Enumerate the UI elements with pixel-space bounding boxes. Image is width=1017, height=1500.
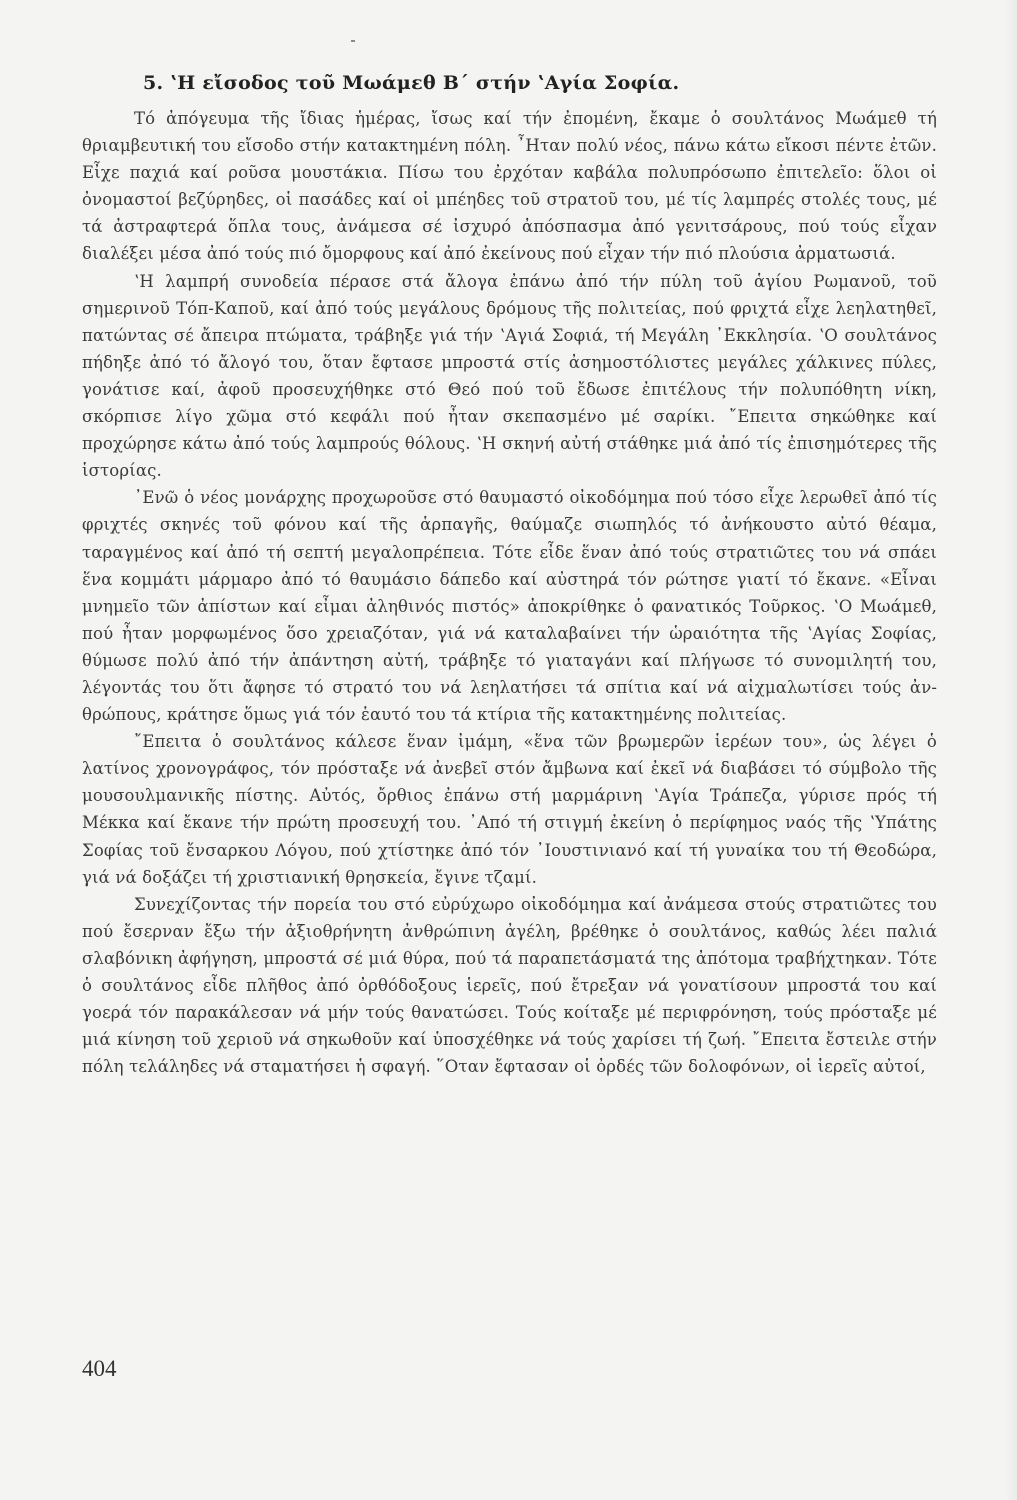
paragraph-3: ᾿Ενῶ ὁ νέος μονάρχης προχωροῦσε στό θαυμαστό οἰκοδόμημα πού τόσο εἶχε λερωθεῖ ἀπό τίς φριχτές σκηνές τοῦ φόνου καί τῆς ἁρπαγῆς, θαύμαζε σιωπηλός τό ἀνήκουστο αὐτό θέαμα, ταραγμένος καί ἀπό τή σεπτή μεγαλοπρέπεια. Τότε εἶδε ἕναν ἀπό τούς στρατιῶτες του νά σπάει ἕνα κομμάτι μάρμαρο ἀπό τό θαυμάσιο δάπεδο καί αὐστηρά τόν ρώτησε γιατί τό ἔκανε. «Εἶναι μνημεῖο τῶν ἀπίστων καί εἶμαι ἀληθινός πιστός» ἀποκρίθηκε ὁ φανατικός Τοῦρκος. ʽΟ Μωάμεθ, πού ἦταν μορφωμένος ὅσο χρειαζόταν, γιά νά καταλαβαίνει τήν ὡραιότητα τῆς ʽΑγίας Σοφίας, θύμωσε πολύ ἀπό τήν ἀπάντηση αὐτή, τράβηξε τό γιαταγάνι καί πλήγωσε τό συνομιλητή του, λέγοντάς του ὅτι ἄφησε τό στρατό του νά λεηλατήσει τά σπίτια καί νά αἰχμαλωτίσει τούς ἀνθρώπους, κράτησε ὅμως γιά τόν ἑαυτό του τά κτίρια τῆς κατακτημένης πολιτείας. (82, 488, 937, 725)
page-number: 404 (82, 1356, 117, 1381)
paragraph-4: ῎Επειτα ὁ σουλτάνος κάλεσε ἕναν ἰμάμη, «ἕνα τῶν βρωμερῶν ἱερέων του», ὡς λέγει ὁ λατίνος χρονογράφος, τόν πρόσταξε νά ἀνεβεῖ στόν ἄμβωνα καί ἐκεῖ νά διαβάσει τό σύμβολο τῆς μουσουλμανικῆς πίστης. Αὐτός, ὄρθιος ἐπάνω στή μαρμάρινη ʽΑγία Τράπεζα, γύρισε πρός τή Μέκκα καί ἔκανε τήν πρώτη προσευχή του. ᾿Από τή στιγμή ἐκείνη ὁ περίφημος ναός τῆς ʽΥπάτης Σοφίας τοῦ ἔνσαρκου Λόγου, πού χτίστηκε ἀπό τόν ᾿Ιουστινιανό καί τή γυναίκα του τή Θεοδώρα, γιά νά δοξάζει τή χριστιανική θρησκεία, ἔγινε τζαμί. (82, 732, 937, 887)
body-text (82, 105, 937, 1080)
page-edge-shadow (1005, 0, 1017, 1500)
scan-speck (351, 40, 355, 42)
section-heading: 5. ʽΗ εἴσοδος τοῦ Μωάμεθ Β΄ στήν ʽΑγία Σοφία. (143, 72, 680, 94)
paragraph-2: ʽΗ λαμπρή συνοδεία πέρασε στά ἄλογα ἐπάνω ἀπό τήν πύλη τοῦ ἁγίου Ρωμανοῦ, τοῦ σημερινοῦ Τόπ-Καποῦ, καί ἀπό τούς μεγάλους δρόμους τῆς πολιτείας, πού φριχτά εἶχε λεηλατηθεῖ, πατώντας σέ ἄπειρα πτώματα, τράβηξε γιά τήν ʽΑγιά Σοφιά, τή Μεγάλη ᾿Εκκλησία. ʽΟ σουλτάνος πήδηξε ἀπό τό ἄλογό του, ὅταν ἔφτασε μπροστά στίς ἀσημοστόλιστες μεγάλες χάλκινες πύλες, γονάτισε καί, ἀφοῦ προσευχήθηκε στό Θεό πού τοῦ ἔδωσε ἐπιτέλους τήν πολυπόθητη νίκη, σκόρπισε λίγο χῶμα στό κεφάλι πού ἦταν σκεπασμένο μέ σαρίκι. ῎Επειτα σηκώθηκε καί προχώρησε κάτω ἀπό τούς λαμπρούς θόλους. ʽΗ σκηνή αὐτή στάθηκε μιά ἀπό τίς ἐπισημότερες τῆς ἱστορίας. (82, 271, 937, 481)
paragraph-5: Συνεχίζοντας τήν πορεία του στό εὐρύχωρο οἰκοδόμημα καί ἀνάμεσα στούς στρατιῶτες του πού ἔσερναν ἔξω τήν ἀξιοθρήνητη ἀνθρώπινη ἀγέλη, βρέθηκε ὁ σουλτάνος, καθώς λέει παλιά σλαβόνικη ἀφήγηση, μπροστά σέ μιά θύρα, πού τά παραπετάσματά της ἀπότομα τραβήχτηκαν. Τότε ὁ σουλτάνος εἶδε πλῆθος ἀπό ὀρθόδοξους ἱερεῖς, πού ἔτρεξαν νά γονατίσουν μπροστά του καί γοερά τόν παρακάλεσαν νά μήν τούς θανατώσει. Τούς κοίταξε μέ περιφρόνηση, τούς πρόσταξε μέ μιά κίνηση τοῦ χεριοῦ νά σηκωθοῦν καί ὑποσχέθηκε νά τούς χαρίσει τή ζωή. ῎Επειτα ἔστειλε στήν πόλη τελάληδες νά σταματήσει ἡ σφαγή. ῞Οταν ἔφτασαν οἱ ὀρδές τῶν δολοφόνων, οἱ ἱερεῖς αὐτοί, (82, 894, 937, 1077)
paragraph-1: Τό ἀπόγευμα τῆς ἴδιας ἡμέρας, ἴσως καί τήν ἐπομένη, ἔκαμε ὁ σουλτάνος Μωάμεθ τή θριαμβευτική του εἴσοδο στήν κατακτημένη πόλη. ῏Ηταν πολύ νέος, πάνω κάτω εἴκοσι πέντε ἐτῶν. Εἶχε παχιά καί ροῦσα μουστάκια. Πίσω του ἐρχόταν καβάλα πολυπρόσωπο ἐπιτελεῖο: ὅλοι οἱ ὀνομαστοί βεζύρηδες, οἱ πασάδες καί οἱ μπέηδες τοῦ στρατοῦ του, μέ τίς λαμπρές στολές τους, μέ τά ἀστραφτερά ὅπλα τους, ἀνάμεσα σέ ἰσχυρό ἀπόσπασμα ἀπό γενιτσάρους, πού τούς εἶχαν διαλέξει μέσα ἀπό τούς πιό ὄμορφους καί ἀπό ἐκείνους πού εἶχαν τήν πιό πλούσια ἀρματωσιά. (82, 109, 937, 264)
